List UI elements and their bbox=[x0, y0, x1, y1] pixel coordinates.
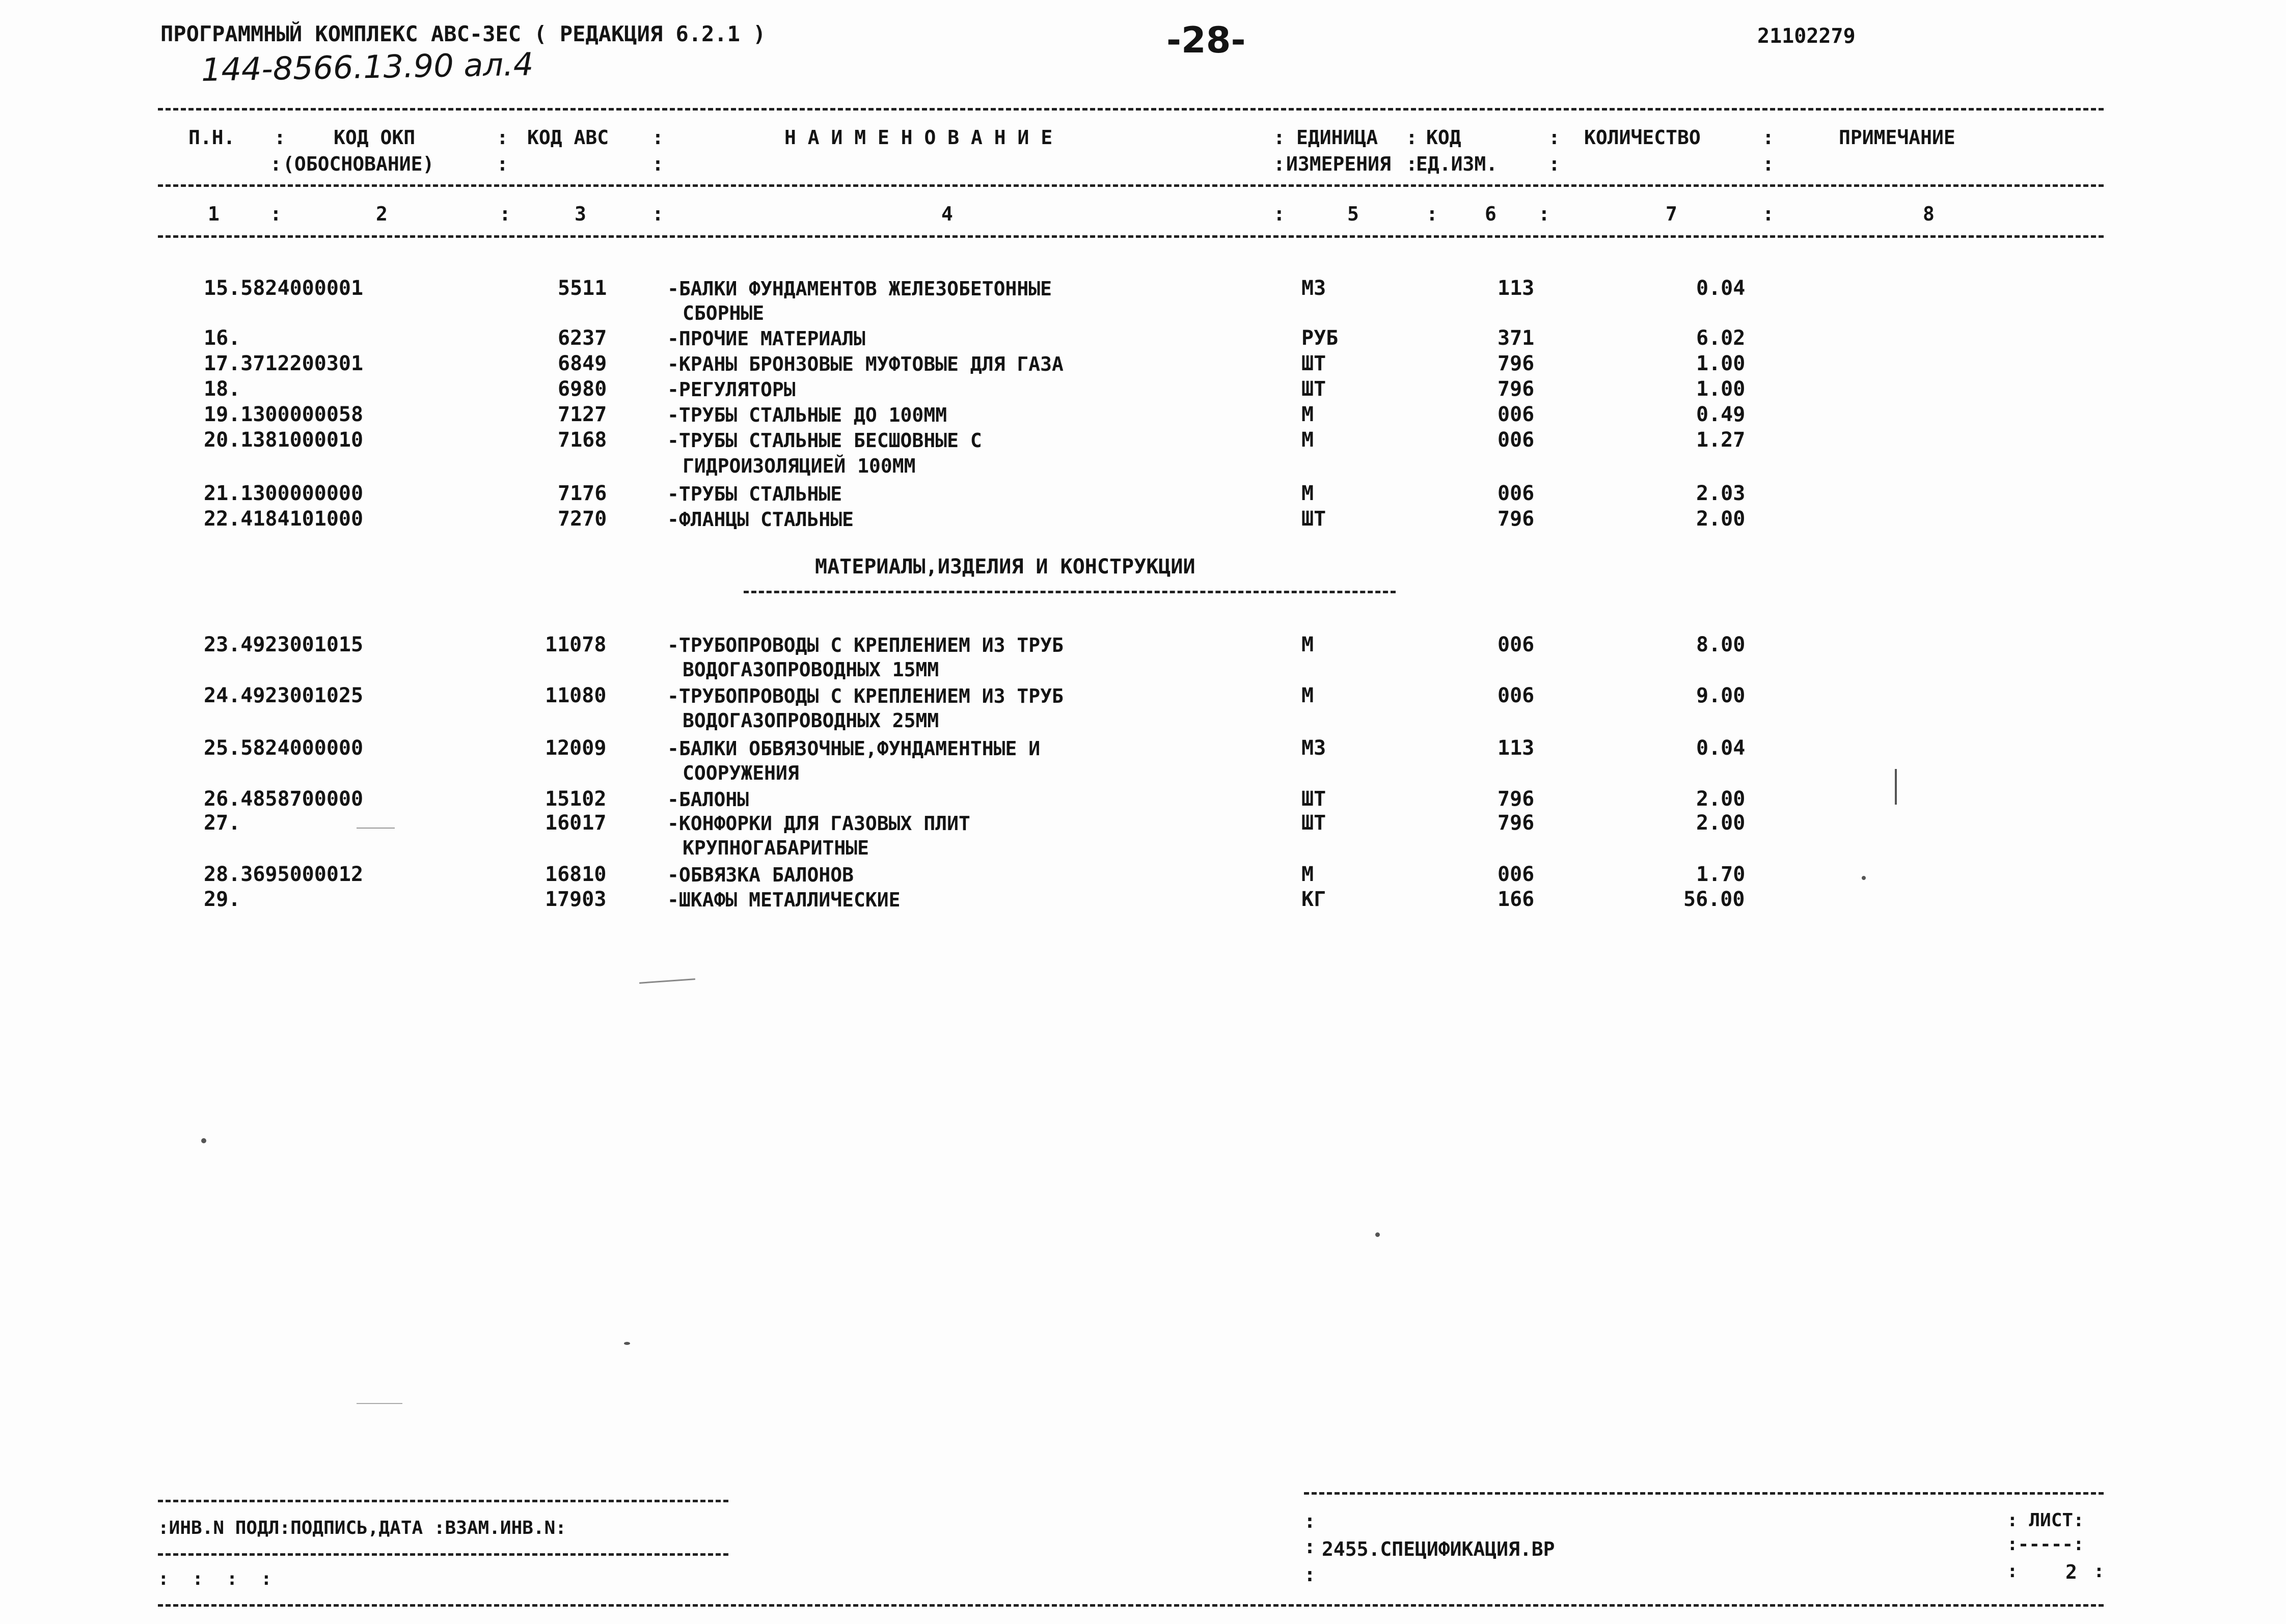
row-28-pn: 28.3695000012 bbox=[204, 863, 364, 886]
row-21-qty: 2.03 bbox=[1696, 482, 1746, 505]
row-25-qty: 0.04 bbox=[1696, 736, 1746, 760]
row-21-abc: 7176 bbox=[558, 482, 607, 505]
row-23-pn: 23.4923001015 bbox=[204, 633, 364, 656]
page-number: -28- bbox=[1166, 19, 1246, 61]
col-abc-header: КОД АВС bbox=[527, 126, 609, 149]
row-23-name: -ТРУБОПРОВОДЫ С КРЕПЛЕНИЕМ ИЗ ТРУБ bbox=[667, 634, 1064, 656]
row-25-unit: М3 bbox=[1301, 736, 1326, 760]
row-24-qty: 9.00 bbox=[1696, 684, 1746, 707]
row-16-pn: 16. bbox=[204, 326, 241, 350]
row-24-ucode: 006 bbox=[1498, 684, 1535, 707]
row-22-abc: 7270 bbox=[558, 507, 607, 531]
row-25-name: -БАЛКИ ОБВЯЗОЧНЫЕ,ФУНДАМЕНТНЫЕ И bbox=[667, 737, 1041, 760]
row-18-name: -РЕГУЛЯТОРЫ bbox=[667, 378, 796, 401]
col-number-4: 4 bbox=[941, 203, 953, 225]
row-22-pn: 22.4184101000 bbox=[204, 507, 364, 531]
row-23-unit: М bbox=[1301, 633, 1314, 656]
row-23-name-cont: ВОДОГАЗОПРОВОДНЫХ 15ММ bbox=[683, 658, 939, 681]
col-note-header: ПРИМЕЧАНИЕ bbox=[1839, 126, 1955, 149]
row-23-ucode: 006 bbox=[1498, 633, 1535, 656]
row-29-abc: 17903 bbox=[545, 888, 607, 911]
col-ucode-header-2: ЕД.ИЗМ. bbox=[1416, 153, 1498, 175]
row-24-abc: 11080 bbox=[545, 684, 607, 707]
row-29-ucode: 166 bbox=[1498, 888, 1535, 911]
table-top-rule bbox=[158, 108, 2104, 111]
row-19-qty: 0.49 bbox=[1696, 403, 1746, 426]
row-29-name: -ШКАФЫ МЕТАЛЛИЧЕСКИЕ bbox=[667, 889, 901, 911]
row-18-abc: 6980 bbox=[558, 377, 607, 401]
row-29-qty: 56.00 bbox=[1683, 888, 1745, 911]
col-number-8: 8 bbox=[1923, 203, 1935, 225]
row-23-qty: 8.00 bbox=[1696, 633, 1746, 656]
row-27-pn: 27. bbox=[204, 811, 241, 835]
row-27-unit: ШТ bbox=[1301, 811, 1326, 835]
row-17-ucode: 796 bbox=[1498, 352, 1535, 375]
col-qty-header: КОЛИЧЕСТВО bbox=[1584, 126, 1701, 149]
row-20-pn: 20.1381000010 bbox=[204, 428, 364, 452]
row-16-name: -ПРОЧИЕ МАТЕРИАЛЫ bbox=[667, 327, 865, 350]
program-header: ПРОГРАММНЫЙ КОМПЛЕКС АВС-3ЕС ( РЕДАКЦИЯ 6.2.1 ) bbox=[160, 21, 766, 46]
row-28-abc: 16810 bbox=[545, 863, 607, 886]
row-15-qty: 0.04 bbox=[1696, 277, 1746, 300]
row-21-ucode: 006 bbox=[1498, 482, 1535, 505]
col-number-1: 1 bbox=[208, 203, 220, 225]
stamp-top-rule bbox=[158, 1500, 728, 1502]
sheet-number: 2 bbox=[2065, 1561, 2077, 1583]
stamp-mid-rule bbox=[158, 1553, 728, 1556]
row-22-ucode: 796 bbox=[1498, 507, 1535, 531]
row-27-name: -КОНФОРКИ ДЛЯ ГАЗОВЫХ ПЛИТ bbox=[667, 812, 970, 835]
row-27-ucode: 796 bbox=[1498, 811, 1535, 835]
table-header-rule bbox=[158, 184, 2104, 187]
row-18-pn: 18. bbox=[204, 377, 241, 401]
col-number-7: 7 bbox=[1666, 203, 1677, 225]
row-26-qty: 2.00 bbox=[1696, 787, 1746, 811]
row-19-name: -ТРУБЫ СТАЛЬНЫЕ ДО 100ММ bbox=[667, 404, 947, 426]
scan-speck bbox=[624, 1342, 630, 1345]
col-unit-header-2: ИЗМЕРЕНИЯ bbox=[1286, 153, 1391, 175]
stamp-left-cells: : : : : bbox=[158, 1568, 278, 1589]
scan-stroke bbox=[639, 978, 695, 984]
row-26-ucode: 796 bbox=[1498, 787, 1535, 811]
row-24-name-cont: ВОДОГАЗОПРОВОДНЫХ 25ММ bbox=[683, 709, 939, 732]
row-15-name-cont: СБОРНЫЕ bbox=[683, 302, 765, 324]
document-page: ПРОГРАММНЫЙ КОМПЛЕКС АВС-3ЕС ( РЕДАКЦИЯ 6.2.1 ) -28- 21102279 144-8566.13.90 ал.4 П.Н. : КОД ОКП : (ОБОСНОВАНИЕ) : КОД АВС : : : Н А И М Е Н О В А Н И Е : ЕДИНИЦА : ИЗМЕРЕНИЯ : КОД : ЕД.ИЗМ. : : КОЛИЧЕСТВО : : ПРИМЕЧАНИЕ 1 : 2 : 3 : 4 : 5 : 6 : 7 : 8 15.5824000001 5511 -БАЛКИ ФУНДАМЕНТОВ ЖЕЛЕЗОБЕТОННЫЕ СБОРНЫЕ М3 113 0.04 16. 6237 -ПРОЧИЕ МАТЕРИАЛЫ РУБ 371 6.02 17.3712200301 6849 -КРАНЫ БРОНЗОВЫЕ МУФТОВЫЕ ДЛЯ ГАЗА ШТ 796 1.00 18. 6980 -РЕГУЛЯТОРЫ ШТ 796 1.00 19.1300000058 7127 -ТРУБЫ СТАЛЬНЫЕ ДО 100ММ М 006 0.49 20.1381000010 7168 -ТРУБЫ СТАЛЬНЫЕ БЕСШОВНЫЕ С ГИДРОИЗОЛЯЦИЕЙ 100ММ М 006 1.27 21.1300000000 7176 -ТРУБЫ СТАЛЬНЫЕ М 006 2.03 22.4184101000 7270 -ФЛАНЦЫ СТАЛЬНЫЕ ШТ 796 2.00 МАТЕРИАЛЫ,ИЗДЕЛИЯ И КОНСТРУКЦИИ 23.4923001015 11078 -ТРУБОПРОВОДЫ С КРЕПЛЕНИЕМ ИЗ ТРУБ ВОДОГАЗОПРОВОДНЫХ 15ММ М 006 8.00 24.4923001025 11080 -ТРУБОПРОВОДЫ С КРЕПЛЕНИЕМ ИЗ ТРУБ ВОДОГАЗОПРОВОДНЫХ 25ММ М 006 9.00 25.5824000000 12009 -БАЛКИ ОБВЯЗОЧНЫЕ,ФУНДАМЕНТНЫЕ И СООРУЖЕНИЯ М3 113 0.04 26.4858700000 15102 -БАЛОНЫ ШТ 796 2.00 27. 16017 -КОНФОРКИ ДЛЯ ГАЗОВЫХ ПЛИТ КРУПНОГАБАРИТНЫЕ ШТ 796 2.00 28.3695000012 16810 -ОБВЯЗКА БАЛОНОВ М 006 1.70 29. 17903 -ШКАФЫ МЕТАЛЛИЧЕСКИЕ КГ 166 56.00 :ИНВ.N ПОДЛ:ПОДПИСЬ,ДАТА :ВЗАМ.ИНВ.N: : : : : : : : 2455.СПЕЦИФИКАЦИЯ.ВР : ЛИСТ: :-----: : 2 : bbox=[0, 0, 2286, 1624]
stamp-left-labels: :ИНВ.N ПОДЛ:ПОДПИСЬ,ДАТА :ВЗАМ.ИНВ.N: bbox=[158, 1518, 566, 1538]
section-title: МАТЕРИАЛЫ,ИЗДЕЛИЯ И КОНСТРУКЦИИ bbox=[815, 555, 1195, 579]
row-28-name: -ОБВЯЗКА БАЛОНОВ bbox=[667, 864, 854, 886]
row-19-pn: 19.1300000058 bbox=[204, 403, 364, 426]
handwritten-reference: 144-8566.13.90 ал.4 bbox=[201, 45, 534, 89]
row-25-ucode: 113 bbox=[1498, 736, 1535, 760]
row-24-unit: М bbox=[1301, 684, 1314, 707]
col-name-header: Н А И М Е Н О В А Н И Е bbox=[784, 126, 1053, 149]
sheet-label: : ЛИСТ: bbox=[2007, 1510, 2084, 1531]
scan-stroke bbox=[1895, 769, 1897, 805]
row-15-abc: 5511 bbox=[558, 277, 607, 300]
document-code: 21102279 bbox=[1757, 24, 1856, 48]
row-18-qty: 1.00 bbox=[1696, 377, 1746, 401]
row-17-pn: 17.3712200301 bbox=[204, 352, 364, 375]
col-number-2: 2 bbox=[376, 203, 388, 225]
row-16-ucode: 371 bbox=[1498, 326, 1535, 350]
col-number-3: 3 bbox=[575, 203, 586, 225]
col-basis-header: (ОБОСНОВАНИЕ) bbox=[283, 153, 434, 175]
row-16-qty: 6.02 bbox=[1696, 326, 1746, 350]
row-23-abc: 11078 bbox=[545, 633, 607, 656]
col-okp-header: КОД ОКП bbox=[334, 126, 416, 149]
row-25-abc: 12009 bbox=[545, 736, 607, 760]
row-17-name: -КРАНЫ БРОНЗОВЫЕ МУФТОВЫЕ ДЛЯ ГАЗА bbox=[667, 353, 1064, 375]
row-24-name: -ТРУБОПРОВОДЫ С КРЕПЛЕНИЕМ ИЗ ТРУБ bbox=[667, 685, 1064, 707]
row-21-name: -ТРУБЫ СТАЛЬНЫЕ bbox=[667, 483, 842, 505]
row-20-name-cont: ГИДРОИЗОЛЯЦИЕЙ 100ММ bbox=[683, 455, 916, 477]
row-18-unit: ШТ bbox=[1301, 377, 1326, 401]
table-numbers-rule bbox=[158, 235, 2104, 238]
row-20-abc: 7168 bbox=[558, 428, 607, 452]
row-20-ucode: 006 bbox=[1498, 428, 1535, 452]
row-27-qty: 2.00 bbox=[1696, 811, 1746, 835]
row-22-name: -ФЛАНЦЫ СТАЛЬНЫЕ bbox=[667, 508, 854, 531]
row-17-abc: 6849 bbox=[558, 352, 607, 375]
row-15-ucode: 113 bbox=[1498, 277, 1535, 300]
file-name: 2455.СПЕЦИФИКАЦИЯ.ВР bbox=[1322, 1538, 1555, 1560]
footer-bottom-rule bbox=[158, 1604, 2104, 1607]
stamp-right-top-rule bbox=[1304, 1492, 2104, 1495]
row-17-qty: 1.00 bbox=[1696, 352, 1746, 375]
col-number-5: 5 bbox=[1347, 203, 1359, 225]
row-24-pn: 24.4923001025 bbox=[204, 684, 364, 707]
row-15-pn: 15.5824000001 bbox=[204, 277, 364, 300]
row-19-abc: 7127 bbox=[558, 403, 607, 426]
sheet-separator: :-----: bbox=[2007, 1534, 2084, 1555]
row-28-ucode: 006 bbox=[1498, 863, 1535, 886]
row-20-qty: 1.27 bbox=[1696, 428, 1746, 452]
row-21-pn: 21.1300000000 bbox=[204, 482, 364, 505]
row-27-name-cont: КРУПНОГАБАРИТНЫЕ bbox=[683, 837, 869, 859]
scan-speck bbox=[1862, 876, 1866, 880]
row-25-pn: 25.5824000000 bbox=[204, 736, 364, 760]
row-26-pn: 26.4858700000 bbox=[204, 787, 364, 811]
row-27-abc: 16017 bbox=[545, 811, 607, 835]
row-28-unit: М bbox=[1301, 863, 1314, 886]
row-22-qty: 2.00 bbox=[1696, 507, 1746, 531]
row-16-unit: РУБ bbox=[1301, 326, 1339, 350]
scan-stroke bbox=[357, 828, 395, 829]
row-20-unit: М bbox=[1301, 428, 1314, 452]
row-26-name: -БАЛОНЫ bbox=[667, 788, 749, 811]
row-26-unit: ШТ bbox=[1301, 787, 1326, 811]
row-17-unit: ШТ bbox=[1301, 352, 1326, 375]
row-20-name: -ТРУБЫ СТАЛЬНЫЕ БЕСШОВНЫЕ С bbox=[667, 429, 982, 452]
row-25-name-cont: СООРУЖЕНИЯ bbox=[683, 762, 799, 784]
section-underline bbox=[744, 591, 1396, 593]
scan-speck bbox=[1375, 1232, 1380, 1237]
col-unit-header: ЕДИНИЦА bbox=[1296, 126, 1378, 149]
row-29-pn: 29. bbox=[204, 888, 241, 911]
row-15-name: -БАЛКИ ФУНДАМЕНТОВ ЖЕЛЕЗОБЕТОННЫЕ bbox=[667, 278, 1052, 300]
col-ucode-header: КОД bbox=[1426, 126, 1461, 149]
scan-speck bbox=[201, 1138, 206, 1143]
row-16-abc: 6237 bbox=[558, 326, 607, 350]
row-22-unit: ШТ bbox=[1301, 507, 1326, 531]
col-pn-header: П.Н. bbox=[188, 126, 235, 149]
row-19-ucode: 006 bbox=[1498, 403, 1535, 426]
row-29-unit: КГ bbox=[1301, 888, 1326, 911]
row-19-unit: М bbox=[1301, 403, 1314, 426]
row-18-ucode: 796 bbox=[1498, 377, 1535, 401]
col-number-6: 6 bbox=[1485, 203, 1496, 225]
scan-stroke bbox=[357, 1403, 402, 1404]
row-26-abc: 15102 bbox=[545, 787, 607, 811]
row-28-qty: 1.70 bbox=[1696, 863, 1746, 886]
row-15-unit: М3 bbox=[1301, 277, 1326, 300]
row-21-unit: М bbox=[1301, 482, 1314, 505]
